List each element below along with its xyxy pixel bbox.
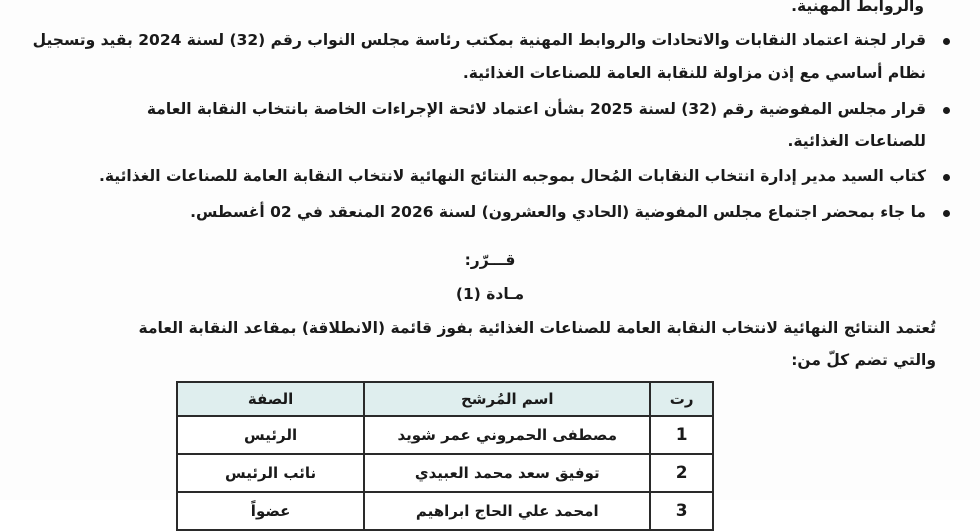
table-row xyxy=(177,492,713,530)
table-header-row xyxy=(177,382,713,416)
bullet-icon xyxy=(943,38,950,45)
text-line-bullet-1a: قرار لجنة اعتماد النقابات والاتحادات والروابط المهنية بمكتب رئاسة مجلس النواب رقم (32) لسنة 2024 بقيد وتسجيل xyxy=(32,31,926,49)
text-line-continuation: والروابط المهنية. xyxy=(791,0,924,15)
table-row xyxy=(177,416,713,454)
candidate-name: توفيق سعد محمد العبيدي xyxy=(364,454,650,492)
candidate-role: عضواً xyxy=(177,492,364,530)
table-row xyxy=(177,454,713,492)
bullet-icon xyxy=(943,174,950,181)
article-text-line-1: تُعتمد النتائج النهائية لانتخاب النقابة العامة للصناعات الغذائية بفوز قائمة (الانطلاقة) بمقاعد النقابة العامة xyxy=(138,319,936,337)
text-line-bullet-2a: قرار مجلس المفوضية رقم (32) لسنة 2025 بشأن اعتماد لائحة الإجراءات الخاصة بانتخاب النقابة العامة xyxy=(146,100,926,118)
header-role: الصفة xyxy=(177,382,364,416)
header-name: اسم المُرشح xyxy=(364,382,650,416)
text-line-bullet-2b: للصناعات الغذائية. xyxy=(787,132,926,150)
article-text-line-2: والتي تضم كلّ من: xyxy=(791,351,936,369)
decision-heading: قـــرّر: xyxy=(464,251,516,269)
candidate-role: نائب الرئيس xyxy=(177,454,364,492)
text-line-bullet-1b: نظام أساسي مع إذن مزاولة للنقابة العامة للصناعات الغذائية. xyxy=(462,64,926,82)
candidates-table xyxy=(176,381,714,531)
row-number: 1 xyxy=(650,416,713,454)
article-heading: مـادة (1) xyxy=(455,285,525,303)
text-line-bullet-4: ما جاء بمحضر اجتماع مجلس المفوضية (الحادي والعشرون) لسنة 2026 المنعقد في 02 أغسطس. xyxy=(190,203,926,221)
candidate-role: الرئيس xyxy=(177,416,364,454)
candidate-name: مصطفى الحمروني عمر شويد xyxy=(364,416,650,454)
bullet-icon xyxy=(943,210,950,217)
text-line-bullet-3: كتاب السيد مدير إدارة انتخاب النقابات المُحال بموجبه النتائج النهائية لانتخاب النقابة العامة للصناعات الغذائية. xyxy=(98,167,926,185)
bullet-icon xyxy=(943,107,950,114)
candidate-name: امحمد علي الحاج ابراهيم xyxy=(364,492,650,530)
header-number: رت xyxy=(650,382,713,416)
row-number: 3 xyxy=(650,492,713,530)
row-number: 2 xyxy=(650,454,713,492)
